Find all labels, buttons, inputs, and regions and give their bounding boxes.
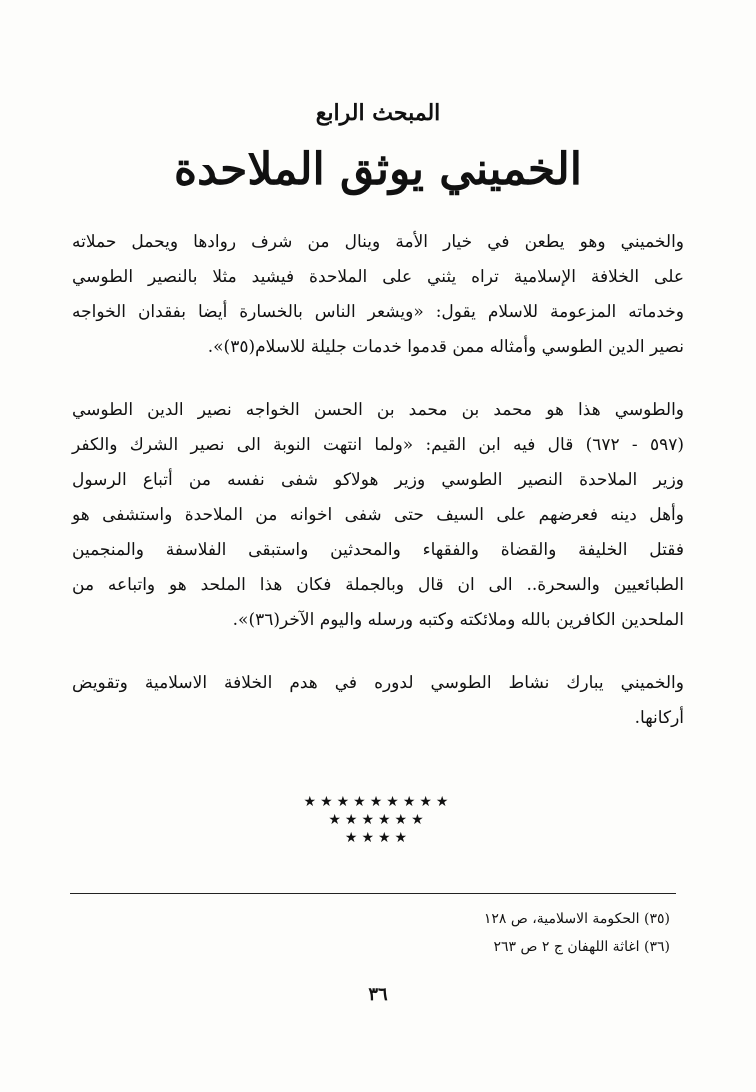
star-ornament: [0, 793, 756, 847]
text-line: وأهل دينه فعرضهم على السيف حتى شفى اخوانه من الملاحدة واستشفى هو: [72, 505, 684, 525]
star-row: ★★★★★★★★★: [303, 794, 453, 810]
text-line: على الخلافة الإسلامية تراه يثني على الملاحدة فيشيد مثلا بالنصير الطوسي: [72, 267, 684, 287]
footnotes: [270, 905, 670, 961]
text-line: وخدماته المزعومة للاسلام يقول: «ويشعر الناس بالخسارة أيضا بفقدان الخواجه: [72, 302, 684, 322]
text-line: أركانها.: [634, 708, 684, 728]
text-line: الطبائعيين والسحرة.. الى ان قال وبالجملة فكان هذا الملحد هو واتباعه من: [72, 575, 684, 595]
paragraph: [72, 393, 684, 638]
text-line: والخميني يبارك نشاط الطوسي لدوره في هدم الخلافة الاسلامية وتقويض: [72, 673, 684, 693]
body-text: [72, 225, 684, 764]
star-row: ★★★★: [344, 830, 412, 846]
text-line: الملحدين الكافرين بالله وملائكته وكتبه ورسله واليوم الآخر(٣٦)».: [232, 610, 684, 630]
page-number: ٣٦: [368, 984, 388, 1005]
section-subtitle: المبحث الرابع: [315, 100, 441, 126]
paragraph: [72, 666, 684, 736]
footnote: (٣٦) اغاثة اللهفان ج ٢ ص ٢٦٣: [493, 939, 670, 955]
text-line: وزير الملاحدة النصير الطوسي وزير هولاكو شفى نفسه من أتباع الرسول: [72, 470, 684, 490]
footnote-divider: [70, 893, 676, 894]
text-line: (٥٩٧ - ٦٧٢) قال فيه ابن القيم: «ولما انتهت النوبة الى نصير الشرك والكفر: [72, 435, 684, 455]
text-line: فقتل الخليفة والقضاة والفقهاء والمحدثين واستبقى الفلاسفة والمنجمين: [72, 540, 684, 560]
star-row: ★★★★★★: [328, 812, 428, 828]
text-line: والخميني وهو يطعن في خيار الأمة وينال من شرف روادها ويحمل حملاته: [72, 232, 685, 252]
page-title: الخميني يوثق الملاحدة: [174, 144, 582, 195]
paragraph: [72, 225, 684, 365]
footnote: (٣٥) الحكومة الاسلامية، ص ١٢٨: [483, 911, 670, 927]
text-line: نصير الدين الطوسي وأمثاله ممن قدموا خدمات جليلة للاسلام(٣٥)».: [207, 337, 684, 357]
text-line: والطوسي هذا هو محمد بن محمد بن الحسن الخواجه نصير الدين الطوسي: [72, 400, 684, 420]
